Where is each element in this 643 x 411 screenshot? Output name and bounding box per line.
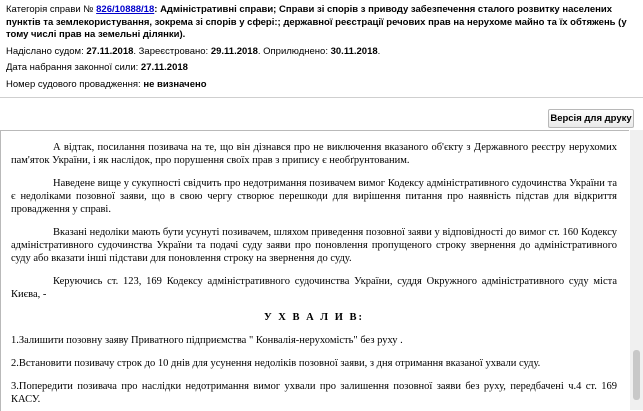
print-version-button[interactable]: Версія для друку	[548, 109, 634, 128]
case-category-row	[0, 4, 631, 42]
proceeding-label: Номер судового провадження:	[6, 78, 144, 90]
document-text	[0, 130, 629, 411]
case-number-label: Категорія справи №	[6, 4, 97, 15]
registered-label: . Зареєстровано:	[133, 45, 211, 57]
spacer	[1, 265, 629, 275]
spacer	[1, 167, 629, 177]
spacer	[1, 216, 629, 226]
spacer	[1, 324, 629, 334]
effective-date-row	[0, 62, 643, 75]
paragraph-3: Вказані недоліки мають бути усунуті позивачем, шляхом приведення позовної заяви у відповідності до вимог ст. 160 Кодексу адміністративного судочинства України та подачі суду заяви про поновлення пропущеного строку звернення до адміністративного суду або вказати інші підстави для поновлення строку на звернення до суду.	[11, 227, 617, 264]
spacer	[1, 131, 629, 141]
sent-date: 27.11.2018	[86, 45, 134, 57]
paragraph-2: Наведене вище у сукупності свідчить про недотримання позивачем вимог Кодексу адміністративного судочинства України та є недоліками позовної заяви, що в свою чергу створює перешкоди для вирішення питання про наявність підстав для відкриття провадження у справі.	[11, 178, 617, 215]
ruling-item-2: 2.Встановити позивачу строк до 10 днів для усунення недоліків позовної заяви, з дня отримання вказаної ухвали суду.	[11, 358, 541, 369]
case-number-link[interactable]: 826/10888/18	[96, 4, 155, 15]
vertical-scrollbar[interactable]	[630, 130, 643, 410]
proceeding-value: не визначено	[143, 78, 207, 90]
scrollbar-thumb[interactable]	[633, 350, 640, 400]
divider	[0, 97, 643, 98]
spacer	[1, 301, 629, 311]
sent-label: Надіслано судом:	[6, 45, 87, 57]
case-metadata	[0, 0, 643, 100]
dates-row: Надіслано судом: 27.11.2018. Зареєстровано: 29.11.2018. Оприлюднено: 30.11.2018.	[6, 45, 381, 57]
proceeding-row	[0, 79, 643, 92]
effective-date: 27.11.2018	[140, 62, 188, 73]
paragraph-1: А відтак, посилання позивача на те, що він дізнався про не виключення вказаного об'єкту з Державного реєстру нерухомих пам'яток України, і як наслідок, про порушення своїх прав з припису є необґрунтованим.	[11, 142, 617, 166]
published-date: 30.11.2018	[330, 45, 378, 57]
ruling-item-3: 3.Попередити позивача про наслідки недотримання вимог ухвали про залишення позовної заяви без руху, передбачені ч.4 ст. 169 КАСУ.	[11, 381, 617, 405]
spacer	[1, 347, 629, 357]
published-label: . Оприлюднено:	[257, 45, 331, 57]
case-category-text: : Адміністративні справи; Справи зі спорів з приводу забезпечення сталого розвитку населених пунктів та землекористування, зокрема зі спорів у сфері:; державної реєстрації речових прав на нерухоме майно та їх обтяжень (у тому числі прав на земельні ділянки).	[6, 4, 627, 40]
registered-date: 29.11.2018	[210, 45, 258, 57]
effective-label: Дата набрання законної сили:	[6, 62, 141, 73]
paragraph-4: Керуючись ст. 123, 169 Кодексу адміністративного судочинства України, суддя Окружного адміністративного суду міста Києва, -	[11, 276, 617, 300]
spacer	[1, 370, 629, 380]
ruling-item-1: 1.Залишити позовну заяву Приватного підприємства " Конвалія-нерухомість" без руху .	[11, 335, 403, 346]
ruling-title: У Х В А Л И В:	[263, 312, 365, 323]
